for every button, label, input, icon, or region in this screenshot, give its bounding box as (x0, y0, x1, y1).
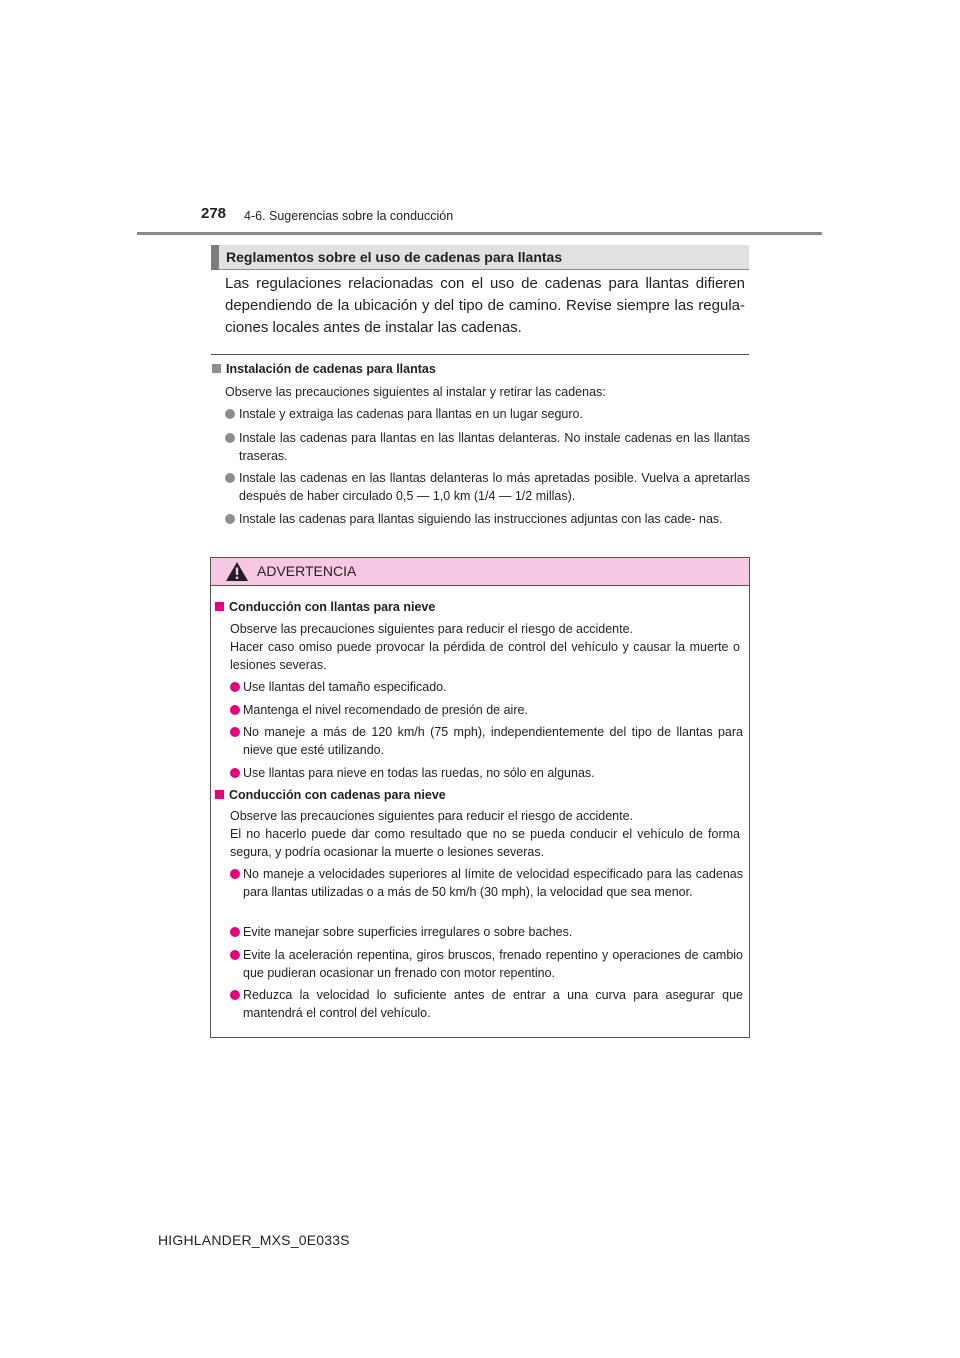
document-code: HIGHLANDER_MXS_0E033S (158, 1232, 350, 1248)
circle-bullet-icon (230, 950, 240, 960)
circle-bullet-icon (225, 409, 235, 419)
chains-bullet-text: Evite la aceleración repentina, giros bruscos, frenado repentino y operaciones de cambio que pudieran ocasionar un frenado con motor repentino. (243, 948, 743, 980)
snow-tires-bullet (230, 764, 743, 782)
warning-header (211, 558, 749, 586)
circle-bullet-icon (230, 869, 240, 879)
page-number: 278 (201, 205, 227, 222)
circle-bullet-icon (230, 682, 240, 692)
install-bullet-text: Instale las cadenas para llantas en las llantas delanteras. No instale cadenas en las llantas traseras. (239, 431, 750, 463)
warning-triangle-icon (225, 561, 249, 582)
chains-bullet (230, 923, 743, 941)
install-bullet-text: Instale las cadenas en las llantas delanteras lo más apretadas posible. Vuelva a apretarlas después de haber circulado 0,5 — 1,0 km (1/4 — 1/2 millas). (239, 471, 750, 503)
topic-intro: Las regulaciones relacionadas con el uso de cadenas para llantas difieren dependiendo de la ubicación y del tipo de camino. Revise siempre las regula- ciones locales antes de instalar las cadenas. (225, 275, 745, 336)
snow-tires-bullet (230, 678, 743, 696)
snow-tires-bullet-text: Use llantas para nieve en todas las ruedas, no sólo en algunas. (243, 766, 595, 780)
snow-tires-heading-text: Conducción con llantas para nieve (229, 600, 436, 614)
install-bullet (225, 405, 750, 423)
install-bullet-text: Instale y extraiga las cadenas para llantas en un lugar seguro. (239, 407, 583, 421)
install-lead: Observe las precauciones siguientes al instalar y retirar las cadenas: (225, 385, 606, 399)
square-bullet-icon (212, 364, 221, 373)
snow-tires-bullet (230, 701, 743, 719)
snow-tires-bullet-text: Use llantas del tamaño especificado. (243, 680, 447, 694)
chains-lead: Observe las precauciones siguientes para reducir el riesgo de accidente. (230, 809, 634, 823)
chains-lead: El no hacerlo puede dar como resultado que no se pueda conducir el vehículo de forma segura, y podría ocasionar la muerte o lesiones severas. (230, 827, 740, 859)
square-bullet-icon (215, 790, 224, 799)
chains-bullet-text: Evite manejar sobre superficies irregulares o sobre baches. (243, 925, 573, 939)
chains-bullet-text: No maneje a velocidades superiores al límite de velocidad especificado para las cadenas para llantas utilizadas o a más de 50 km/h (30 mph), la velocidad que sea menor. (243, 867, 743, 899)
chains-heading-text: Conducción con cadenas para nieve (229, 788, 446, 802)
section-divider (211, 354, 749, 355)
install-bullet (225, 510, 750, 528)
snow-tires-bullet-text: No maneje a más de 120 km/h (75 mph), independientemente del tipo de llantas para nieve que esté utilizando. (243, 725, 743, 757)
topic-title-bar (211, 245, 219, 270)
warning-title: ADVERTENCIA (257, 563, 357, 579)
circle-bullet-icon (230, 727, 240, 737)
circle-bullet-icon (225, 433, 235, 443)
circle-bullet-icon (230, 990, 240, 1000)
install-heading-text: Instalación de cadenas para llantas (226, 362, 436, 376)
chains-bullet (230, 946, 743, 982)
header-rule (137, 232, 822, 235)
snow-tires-lead: Observe las precauciones siguientes para reducir el riesgo de accidente. (230, 622, 634, 636)
install-heading (212, 362, 436, 376)
snow-tires-bullet (230, 723, 743, 759)
chains-bullet (230, 986, 743, 1022)
install-bullet (225, 469, 750, 505)
circle-bullet-icon (230, 705, 240, 715)
section-title: 4-6. Sugerencias sobre la conducción (244, 209, 454, 223)
snow-tires-heading (215, 600, 435, 614)
warning-box (210, 557, 750, 1038)
install-bullet-text: Instale las cadenas para llantas siguiendo las instrucciones adjuntas con las cade- nas. (239, 512, 723, 526)
circle-bullet-icon (225, 514, 235, 524)
chains-bullet-text: Reduzca la velocidad lo suficiente antes de entrar a una curva para asegurar que mantendrá el control del vehículo. (243, 988, 743, 1020)
chains-heading (215, 788, 446, 802)
topic-title-box (211, 245, 749, 270)
square-bullet-icon (215, 602, 224, 611)
snow-tires-lead: Hacer caso omiso puede provocar la pérdida de control del vehículo y causar la muerte o lesiones severas. (230, 640, 740, 672)
topic-title: Reglamentos sobre el uso de cadenas para llantas (226, 249, 563, 265)
snow-tires-bullet-text: Mantenga el nivel recomendado de presión de aire. (243, 703, 528, 717)
install-bullet (225, 429, 750, 465)
circle-bullet-icon (230, 927, 240, 937)
circle-bullet-icon (225, 473, 235, 483)
circle-bullet-icon (230, 768, 240, 778)
chains-bullet (230, 865, 743, 901)
